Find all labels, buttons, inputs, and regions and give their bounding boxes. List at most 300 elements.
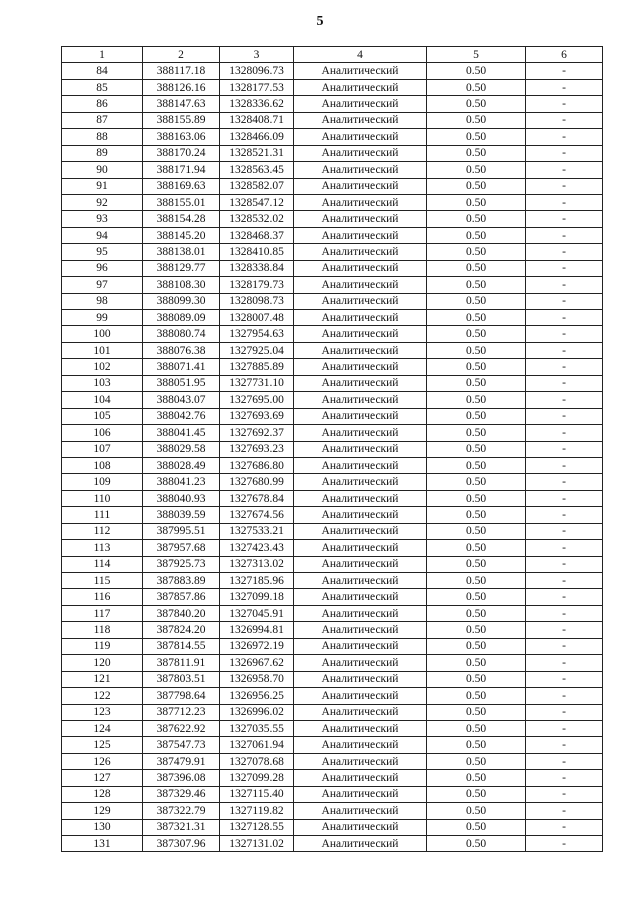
note-cell: - [526,770,603,786]
y-coordinate-cell: 1327313.02 [220,556,294,572]
x-coordinate-cell: 388039.59 [143,507,220,523]
page-number: 5 [316,14,324,29]
point-number-cell: 123 [62,704,143,720]
method-cell: Аналитический [294,507,427,523]
accuracy-cell: 0.50 [427,720,526,736]
point-number-cell: 122 [62,688,143,704]
point-number-cell: 108 [62,457,143,473]
y-coordinate-cell: 1327119.82 [220,803,294,819]
x-coordinate-cell: 388041.23 [143,474,220,490]
point-number-cell: 99 [62,310,143,326]
point-number-cell: 98 [62,293,143,309]
accuracy-cell: 0.50 [427,145,526,161]
table-row [62,244,603,260]
point-number-cell: 129 [62,803,143,819]
note-cell: - [526,425,603,441]
method-cell: Аналитический [294,277,427,293]
point-number-cell: 95 [62,244,143,260]
note-cell: - [526,162,603,178]
x-coordinate-cell: 387798.64 [143,688,220,704]
x-coordinate-cell: 387957.68 [143,540,220,556]
y-coordinate-cell: 1327061.94 [220,737,294,753]
point-number-cell: 107 [62,441,143,457]
x-coordinate-cell: 388080.74 [143,326,220,342]
point-number-cell: 85 [62,79,143,95]
y-coordinate-cell: 1327686.80 [220,457,294,473]
method-cell: Аналитический [294,79,427,95]
point-number-cell: 91 [62,178,143,194]
method-cell: Аналитический [294,96,427,112]
x-coordinate-cell: 388163.06 [143,129,220,145]
point-number-cell: 105 [62,408,143,424]
y-coordinate-cell: 1327693.69 [220,408,294,424]
y-coordinate-cell: 1327533.21 [220,523,294,539]
y-coordinate-cell: 1327131.02 [220,836,294,852]
method-cell: Аналитический [294,342,427,358]
x-coordinate-cell: 388076.38 [143,342,220,358]
table-row [62,211,603,227]
note-cell: - [526,573,603,589]
column-header-6: 6 [526,47,603,63]
method-cell: Аналитический [294,425,427,441]
table-row [62,375,603,391]
x-coordinate-cell: 387329.46 [143,786,220,802]
method-cell: Аналитический [294,638,427,654]
x-coordinate-cell: 388051.95 [143,375,220,391]
method-cell: Аналитический [294,671,427,687]
point-number-cell: 131 [62,836,143,852]
point-number-cell: 117 [62,605,143,621]
method-cell: Аналитический [294,227,427,243]
x-coordinate-cell: 388071.41 [143,359,220,375]
table-row [62,704,603,720]
method-cell: Аналитический [294,490,427,506]
x-coordinate-cell: 387479.91 [143,753,220,769]
note-cell: - [526,129,603,145]
accuracy-cell: 0.50 [427,392,526,408]
accuracy-cell: 0.50 [427,63,526,79]
table-row [62,474,603,490]
table-header-row [62,47,603,63]
accuracy-cell: 0.50 [427,507,526,523]
note-cell: - [526,523,603,539]
y-coordinate-cell: 1328532.02 [220,211,294,227]
note-cell: - [526,194,603,210]
accuracy-cell: 0.50 [427,819,526,835]
table-row [62,342,603,358]
accuracy-cell: 0.50 [427,260,526,276]
column-header-2: 2 [143,47,220,63]
accuracy-cell: 0.50 [427,671,526,687]
x-coordinate-cell: 388029.58 [143,441,220,457]
y-coordinate-cell: 1326996.02 [220,704,294,720]
x-coordinate-cell: 387814.55 [143,638,220,654]
note-cell: - [526,737,603,753]
point-number-cell: 94 [62,227,143,243]
note-cell: - [526,556,603,572]
note-cell: - [526,211,603,227]
method-cell: Аналитический [294,556,427,572]
method-cell: Аналитический [294,112,427,128]
method-cell: Аналитический [294,688,427,704]
accuracy-cell: 0.50 [427,836,526,852]
y-coordinate-cell: 1327115.40 [220,786,294,802]
accuracy-cell: 0.50 [427,441,526,457]
accuracy-cell: 0.50 [427,786,526,802]
method-cell: Аналитический [294,326,427,342]
y-coordinate-cell: 1327045.91 [220,605,294,621]
accuracy-cell: 0.50 [427,556,526,572]
note-cell: - [526,359,603,375]
method-cell: Аналитический [294,441,427,457]
x-coordinate-cell: 388040.93 [143,490,220,506]
table-row [62,786,603,802]
table-row [62,655,603,671]
accuracy-cell: 0.50 [427,425,526,441]
note-cell: - [526,671,603,687]
x-coordinate-cell: 388126.16 [143,79,220,95]
table-row [62,556,603,572]
table-row [62,441,603,457]
method-cell: Аналитический [294,786,427,802]
point-number-cell: 89 [62,145,143,161]
table-row [62,79,603,95]
note-cell: - [526,474,603,490]
accuracy-cell: 0.50 [427,408,526,424]
note-cell: - [526,688,603,704]
method-cell: Аналитический [294,819,427,835]
point-number-cell: 114 [62,556,143,572]
table-row [62,277,603,293]
y-coordinate-cell: 1326956.25 [220,688,294,704]
table-row [62,671,603,687]
y-coordinate-cell: 1328408.71 [220,112,294,128]
point-number-cell: 100 [62,326,143,342]
point-number-cell: 111 [62,507,143,523]
accuracy-cell: 0.50 [427,178,526,194]
note-cell: - [526,655,603,671]
x-coordinate-cell: 387712.23 [143,704,220,720]
column-header-1: 1 [62,47,143,63]
point-number-cell: 97 [62,277,143,293]
y-coordinate-cell: 1326972.19 [220,638,294,654]
x-coordinate-cell: 387307.96 [143,836,220,852]
accuracy-cell: 0.50 [427,457,526,473]
y-coordinate-cell: 1327185.96 [220,573,294,589]
note-cell: - [526,227,603,243]
method-cell: Аналитический [294,605,427,621]
note-cell: - [526,310,603,326]
y-coordinate-cell: 1328336.62 [220,96,294,112]
note-cell: - [526,490,603,506]
x-coordinate-cell: 387925.73 [143,556,220,572]
x-coordinate-cell: 387321.31 [143,819,220,835]
note-cell: - [526,786,603,802]
note-cell: - [526,540,603,556]
accuracy-cell: 0.50 [427,474,526,490]
note-cell: - [526,342,603,358]
x-coordinate-cell: 387396.08 [143,770,220,786]
y-coordinate-cell: 1327692.37 [220,425,294,441]
method-cell: Аналитический [294,375,427,391]
accuracy-cell: 0.50 [427,129,526,145]
x-coordinate-cell: 388155.01 [143,194,220,210]
y-coordinate-cell: 1328563.45 [220,162,294,178]
table-row [62,540,603,556]
note-cell: - [526,293,603,309]
note-cell: - [526,277,603,293]
table-row [62,457,603,473]
method-cell: Аналитический [294,655,427,671]
y-coordinate-cell: 1327693.23 [220,441,294,457]
accuracy-cell: 0.50 [427,293,526,309]
note-cell: - [526,638,603,654]
table-row [62,770,603,786]
method-cell: Аналитический [294,392,427,408]
method-cell: Аналитический [294,194,427,210]
accuracy-cell: 0.50 [427,655,526,671]
method-cell: Аналитический [294,523,427,539]
table-row [62,425,603,441]
table-row [62,96,603,112]
y-coordinate-cell: 1327680.99 [220,474,294,490]
y-coordinate-cell: 1326994.81 [220,622,294,638]
y-coordinate-cell: 1326958.70 [220,671,294,687]
y-coordinate-cell: 1328338.84 [220,260,294,276]
x-coordinate-cell: 387322.79 [143,803,220,819]
y-coordinate-cell: 1328582.07 [220,178,294,194]
method-cell: Аналитический [294,836,427,852]
method-cell: Аналитический [294,540,427,556]
x-coordinate-cell: 388147.63 [143,96,220,112]
accuracy-cell: 0.50 [427,96,526,112]
accuracy-cell: 0.50 [427,638,526,654]
accuracy-cell: 0.50 [427,753,526,769]
table-row [62,145,603,161]
note-cell: - [526,753,603,769]
point-number-cell: 109 [62,474,143,490]
point-number-cell: 128 [62,786,143,802]
point-number-cell: 120 [62,655,143,671]
accuracy-cell: 0.50 [427,704,526,720]
column-header-5: 5 [427,47,526,63]
table-row [62,408,603,424]
y-coordinate-cell: 1328466.09 [220,129,294,145]
method-cell: Аналитический [294,359,427,375]
method-cell: Аналитический [294,573,427,589]
y-coordinate-cell: 1327099.28 [220,770,294,786]
point-number-cell: 110 [62,490,143,506]
table-row [62,310,603,326]
method-cell: Аналитический [294,474,427,490]
point-number-cell: 124 [62,720,143,736]
note-cell: - [526,244,603,260]
table-row [62,293,603,309]
method-cell: Аналитический [294,63,427,79]
point-number-cell: 90 [62,162,143,178]
accuracy-cell: 0.50 [427,326,526,342]
point-number-cell: 96 [62,260,143,276]
table-row [62,507,603,523]
note-cell: - [526,63,603,79]
method-cell: Аналитический [294,162,427,178]
accuracy-cell: 0.50 [427,737,526,753]
note-cell: - [526,704,603,720]
accuracy-cell: 0.50 [427,359,526,375]
column-header-3: 3 [220,47,294,63]
point-number-cell: 119 [62,638,143,654]
method-cell: Аналитический [294,408,427,424]
y-coordinate-cell: 1328521.31 [220,145,294,161]
table-row [62,622,603,638]
point-number-cell: 126 [62,753,143,769]
y-coordinate-cell: 1327678.84 [220,490,294,506]
x-coordinate-cell: 388155.89 [143,112,220,128]
accuracy-cell: 0.50 [427,112,526,128]
x-coordinate-cell: 388041.45 [143,425,220,441]
point-number-cell: 86 [62,96,143,112]
accuracy-cell: 0.50 [427,79,526,95]
point-number-cell: 113 [62,540,143,556]
table-row [62,490,603,506]
x-coordinate-cell: 388099.30 [143,293,220,309]
table-row [62,638,603,654]
note-cell: - [526,112,603,128]
note-cell: - [526,836,603,852]
method-cell: Аналитический [294,178,427,194]
table-row [62,63,603,79]
accuracy-cell: 0.50 [427,490,526,506]
accuracy-cell: 0.50 [427,244,526,260]
point-number-cell: 106 [62,425,143,441]
x-coordinate-cell: 387803.51 [143,671,220,687]
note-cell: - [526,392,603,408]
y-coordinate-cell: 1328547.12 [220,194,294,210]
point-number-cell: 104 [62,392,143,408]
x-coordinate-cell: 387883.89 [143,573,220,589]
note-cell: - [526,145,603,161]
y-coordinate-cell: 1328177.53 [220,79,294,95]
point-number-cell: 103 [62,375,143,391]
table-row [62,720,603,736]
table-row [62,589,603,605]
method-cell: Аналитический [294,803,427,819]
x-coordinate-cell: 387622.92 [143,720,220,736]
note-cell: - [526,803,603,819]
table-row [62,112,603,128]
table-row [62,753,603,769]
method-cell: Аналитический [294,457,427,473]
x-coordinate-cell: 387811.91 [143,655,220,671]
method-cell: Аналитический [294,310,427,326]
accuracy-cell: 0.50 [427,770,526,786]
note-cell: - [526,622,603,638]
x-coordinate-cell: 387824.20 [143,622,220,638]
y-coordinate-cell: 1327695.00 [220,392,294,408]
table-body [62,63,603,852]
note-cell: - [526,507,603,523]
accuracy-cell: 0.50 [427,573,526,589]
y-coordinate-cell: 1327099.18 [220,589,294,605]
y-coordinate-cell: 1327128.55 [220,819,294,835]
note-cell: - [526,260,603,276]
y-coordinate-cell: 1326967.62 [220,655,294,671]
table-row [62,819,603,835]
accuracy-cell: 0.50 [427,211,526,227]
accuracy-cell: 0.50 [427,540,526,556]
note-cell: - [526,96,603,112]
note-cell: - [526,79,603,95]
table-row [62,573,603,589]
x-coordinate-cell: 387857.86 [143,589,220,605]
accuracy-cell: 0.50 [427,194,526,210]
point-number-cell: 112 [62,523,143,539]
point-number-cell: 127 [62,770,143,786]
note-cell: - [526,720,603,736]
x-coordinate-cell: 388169.63 [143,178,220,194]
table-row [62,326,603,342]
method-cell: Аналитический [294,260,427,276]
point-number-cell: 88 [62,129,143,145]
method-cell: Аналитический [294,753,427,769]
table-row [62,194,603,210]
y-coordinate-cell: 1327925.04 [220,342,294,358]
accuracy-cell: 0.50 [427,310,526,326]
point-number-cell: 84 [62,63,143,79]
method-cell: Аналитический [294,211,427,227]
point-number-cell: 102 [62,359,143,375]
point-number-cell: 116 [62,589,143,605]
x-coordinate-cell: 388089.09 [143,310,220,326]
table-row [62,129,603,145]
method-cell: Аналитический [294,737,427,753]
point-number-cell: 118 [62,622,143,638]
x-coordinate-cell: 387995.51 [143,523,220,539]
y-coordinate-cell: 1328096.73 [220,63,294,79]
x-coordinate-cell: 387547.73 [143,737,220,753]
table-row [62,359,603,375]
accuracy-cell: 0.50 [427,589,526,605]
accuracy-cell: 0.50 [427,605,526,621]
y-coordinate-cell: 1328007.48 [220,310,294,326]
table-row [62,227,603,243]
accuracy-cell: 0.50 [427,803,526,819]
y-coordinate-cell: 1327674.56 [220,507,294,523]
x-coordinate-cell: 388028.49 [143,457,220,473]
point-number-cell: 92 [62,194,143,210]
note-cell: - [526,605,603,621]
y-coordinate-cell: 1327078.68 [220,753,294,769]
x-coordinate-cell: 388171.94 [143,162,220,178]
table-row [62,737,603,753]
x-coordinate-cell: 388042.76 [143,408,220,424]
note-cell: - [526,457,603,473]
y-coordinate-cell: 1327954.63 [220,326,294,342]
accuracy-cell: 0.50 [427,688,526,704]
x-coordinate-cell: 388138.01 [143,244,220,260]
table-row [62,392,603,408]
point-number-cell: 121 [62,671,143,687]
accuracy-cell: 0.50 [427,375,526,391]
column-header-4: 4 [294,47,427,63]
y-coordinate-cell: 1328098.73 [220,293,294,309]
note-cell: - [526,441,603,457]
note-cell: - [526,375,603,391]
note-cell: - [526,178,603,194]
note-cell: - [526,408,603,424]
point-number-cell: 115 [62,573,143,589]
x-coordinate-cell: 387840.20 [143,605,220,621]
